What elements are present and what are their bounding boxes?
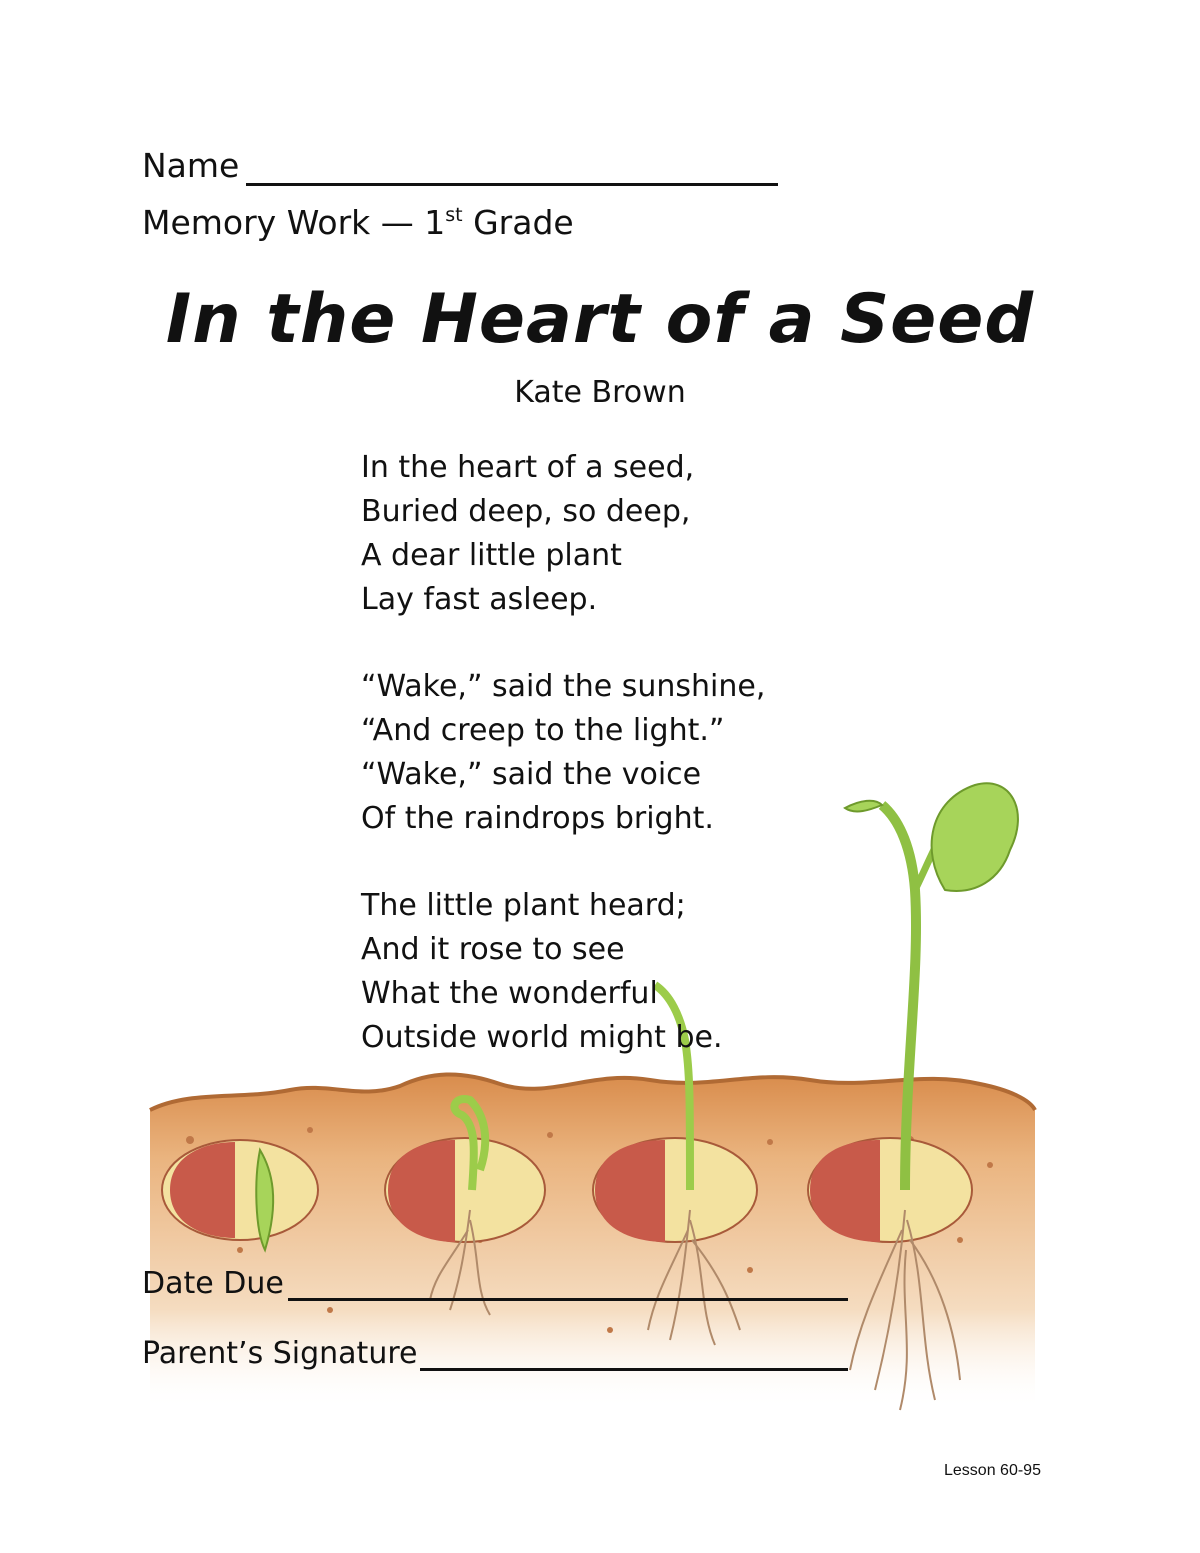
poem-body (361, 446, 765, 1103)
lesson-number: Lesson 60-95 (944, 1462, 1041, 1479)
memory-work-prefix: Memory Work — 1 (142, 203, 446, 242)
poem-line: Of the raindrops bright. (361, 801, 714, 836)
memory-work-heading (142, 203, 574, 242)
poem-stanza (361, 446, 765, 622)
name-blank-line[interactable] (246, 183, 778, 186)
poem-line: And it rose to see (361, 932, 625, 967)
poem-line: Lay fast asleep. (361, 582, 598, 617)
name-label: Name (142, 146, 240, 185)
poem-line: “Wake,” said the voice (361, 757, 702, 792)
poem-title: In the Heart of a Seed (165, 280, 1035, 359)
parent-signature-blank-line[interactable] (420, 1368, 848, 1371)
poem-line: Outside world might be. (361, 1020, 723, 1055)
poem-line: “And creep to the light.” (361, 713, 725, 748)
poem-line: In the heart of a seed, (361, 450, 695, 485)
poem-line: What the wonderful (361, 976, 658, 1011)
poem-line: Buried deep, so deep, (361, 494, 691, 529)
grade-ordinal-suffix: st (445, 204, 463, 226)
parent-signature-label: Parent’s Signature (142, 1336, 418, 1371)
poem-line: “Wake,” said the sunshine, (361, 669, 766, 704)
poem-stanza (361, 884, 765, 1060)
date-due-label: Date Due (142, 1266, 284, 1301)
poem-line: A dear little plant (361, 538, 622, 573)
grade-word: Grade (473, 203, 574, 242)
small-leaf (845, 801, 882, 812)
date-due-blank-line[interactable] (288, 1298, 848, 1301)
poem-stanza (361, 665, 765, 841)
poem-line: The little plant heard; (361, 888, 686, 923)
poem-author: Kate Brown (514, 375, 686, 410)
large-leaf (932, 783, 1018, 891)
